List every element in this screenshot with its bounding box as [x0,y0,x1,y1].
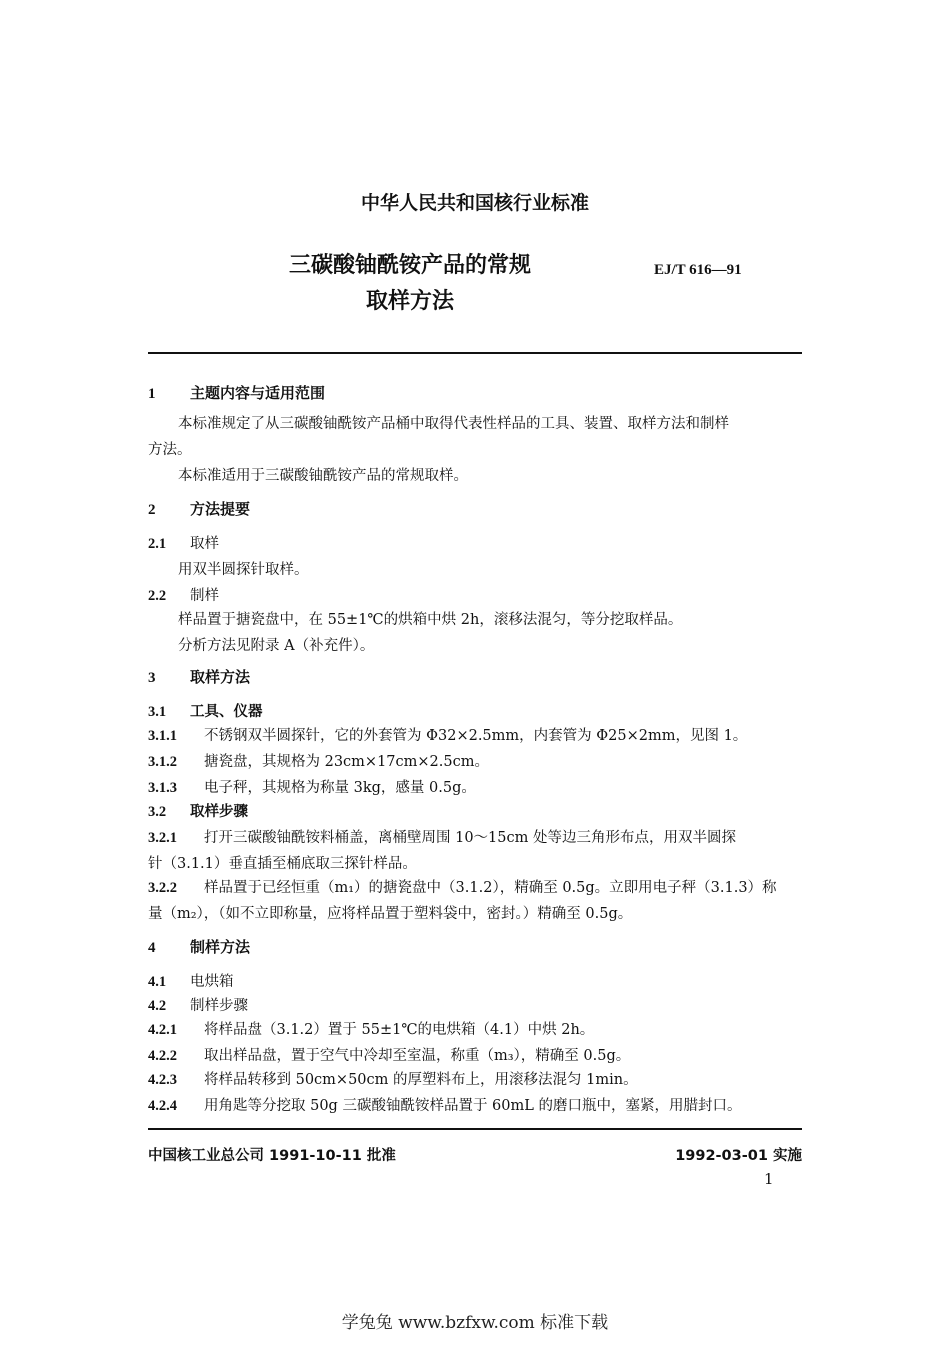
subsection-number: 3.1 [148,704,167,720]
section-1-heading [148,382,325,403]
clause-number: 4.2.2 [148,1048,177,1064]
subsection-2-2 [148,584,219,605]
paragraph: 针（3.1.1）垂直插至桶底取三探针样品。 [148,856,417,872]
subsection-title: 制样 [190,588,219,604]
subsection-3-1 [148,700,263,721]
subsection-title: 工具、仪器 [190,704,263,720]
clause-text: 取出样品盘，置于空气中冷却至室温，称重（m₃），精确至 0.5g。 [204,1048,631,1064]
clause-3-2-2 [148,876,777,897]
effective-date: 1992-03-01 实施 [675,1148,802,1164]
subsection-number: 4.1 [148,974,167,990]
clause-text: 样品置于已经恒重（m₁）的搪瓷盘中（3.1.2），精确至 0.5g。立即用电子秤（3.1.3）称 [204,880,777,896]
clause-4-2-4 [148,1094,742,1115]
paragraph: 样品置于搪瓷盘中，在 55±1℃的烘箱中烘 2h，滚移法混匀，等分挖取样品。 [178,612,683,628]
clause-3-2-1 [148,826,736,847]
section-number: 3 [148,670,156,686]
subsection-number: 2.2 [148,588,167,604]
clause-text: 搪瓷盘，其规格为 23cm×17cm×2.5cm。 [204,754,489,770]
clause-number: 3.1.1 [148,728,177,744]
section-title: 主题内容与适用范围 [190,384,326,402]
section-number: 2 [148,502,156,518]
section-4-heading [148,936,250,957]
clause-number: 3.2.2 [148,880,177,896]
footer-divider [148,1128,802,1130]
clause-text: 不锈钢双半圆探针，它的外套管为 Φ32×2.5mm，内套管为 Φ25×2mm，见图 1。 [204,728,748,744]
paragraph: 量（m₂），（如不立即称量，应将样品置于塑料袋中，密封。）精确至 0.5g。 [148,906,633,922]
clause-3-1-1 [148,724,747,745]
clause-3-1-3 [148,776,476,797]
subsection-4-1 [148,970,234,991]
clause-4-2-3 [148,1068,638,1089]
subsection-title: 制样步骤 [190,998,248,1014]
org-standard-title: 中华人民共和国核行业标准 [360,192,589,214]
paragraph: 分析方法见附录 A（补充件）。 [178,638,375,654]
page-number: 1 [764,1170,774,1188]
clause-number: 4.2.1 [148,1022,177,1038]
clause-3-1-2 [148,750,489,771]
subsection-number: 4.2 [148,998,167,1014]
clause-number: 3.2.1 [148,830,177,846]
approval-line: 中国核工业总公司 1991-10-11 批准 [148,1148,396,1164]
clause-text: 用角匙等分挖取 50g 三碳酸铀酰铵样品置于 60mL 的磨口瓶中，塞紧，用腊封口。 [204,1098,742,1114]
subsection-title: 取样 [190,536,219,552]
clause-number: 4.2.4 [148,1098,177,1114]
subsection-2-1 [148,532,219,553]
section-number: 4 [148,940,156,956]
subsection-4-2 [148,994,248,1015]
paragraph: 用双半圆探针取样。 [178,562,309,578]
standard-code: EJ/T 616—91 [654,262,742,278]
subsection-number: 2.1 [148,536,167,552]
subsection-3-2 [148,800,248,821]
section-title: 方法提要 [190,500,251,518]
document-title-line1: 三碳酸铀酰铵产品的常规 [288,253,531,278]
section-title: 取样方法 [190,668,251,686]
clause-number: 3.1.2 [148,754,177,770]
clause-text: 电子秤，其规格为称量 3kg，感量 0.5g。 [204,780,476,796]
subsection-title: 取样步骤 [190,804,248,820]
clause-text: 打开三碳酸铀酰铵料桶盖，离桶壁周围 10～15cm 处等边三角形布点，用双半圆探 [204,830,736,846]
clause-number: 3.1.3 [148,780,177,796]
subsection-number: 3.2 [148,804,167,820]
paragraph: 本标准适用于三碳酸铀酰铵产品的常规取样。 [178,468,468,484]
subsection-title: 电烘箱 [190,974,234,990]
header-divider [148,352,802,354]
document-title-line2: 取样方法 [365,289,454,314]
clause-4-2-1 [148,1018,594,1039]
clause-number: 4.2.3 [148,1072,177,1088]
section-2-heading [148,498,250,519]
paragraph: 方法。 [148,442,192,458]
section-title: 制样方法 [190,938,251,956]
watermark-text: 学兔兔 www.bzfxw.com 标准下载 [341,1313,609,1333]
clause-4-2-2 [148,1044,630,1065]
clause-text: 将样品盘（3.1.2）置于 55±1℃的电烘箱（4.1）中烘 2h。 [204,1022,595,1038]
section-3-heading [148,666,250,687]
paragraph: 本标准规定了从三碳酸铀酰铵产品桶中取得代表性样品的工具、装置、取样方法和制样 [178,416,729,432]
clause-text: 将样品转移到 50cm×50cm 的厚塑料布上，用滚移法混匀 1min。 [204,1072,638,1088]
section-number: 1 [148,386,156,402]
